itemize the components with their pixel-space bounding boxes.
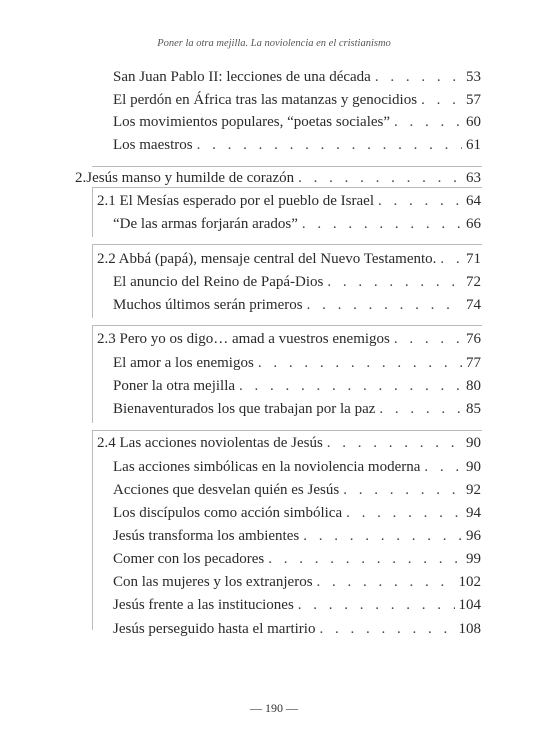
toc-entry [113, 296, 481, 314]
toc-section-entry [97, 250, 481, 268]
dot-leader [379, 400, 462, 418]
entry-title: 2.2 Abbá (papá), mensaje central del Nuevo Testamento. [97, 251, 437, 267]
entry-page: 74 [466, 297, 481, 313]
section-rule [92, 187, 93, 237]
entry-page: 85 [466, 401, 481, 417]
toc-entry [113, 620, 481, 638]
toc-entry [113, 550, 481, 568]
entry-title: Poner la otra mejilla [113, 378, 236, 394]
toc-entry [113, 573, 481, 591]
entry-page: 80 [466, 378, 481, 394]
toc-entry [113, 136, 481, 154]
entry-page: 94 [466, 505, 481, 521]
entry-page: 90 [466, 435, 481, 451]
dot-leader [424, 458, 462, 476]
section-rule [92, 244, 93, 318]
entry-page: 57 [466, 92, 481, 108]
entry-title: 2.3 Pero yo os digo… amad a vuestros enemigos [97, 331, 390, 347]
entry-page: 53 [466, 69, 481, 85]
section-divider [92, 244, 482, 245]
entry-page: 63 [466, 170, 481, 186]
toc-section-entry [97, 192, 481, 210]
entry-title: Comer con los pecadores [113, 551, 265, 567]
section-divider [92, 325, 482, 326]
entry-page: 96 [466, 528, 481, 544]
entry-title: Los discípulos como acción simbólica [113, 505, 343, 521]
toc-entry [113, 354, 481, 372]
dot-leader [327, 434, 462, 452]
toc-entry [113, 400, 481, 418]
entry-title: Bienaventurados los que trabajan por la paz [113, 401, 376, 417]
toc-entry [113, 377, 481, 395]
entry-title: Los movimientos populares, “poetas sociales” [113, 114, 391, 130]
dot-leader [319, 620, 454, 638]
section-rule [92, 325, 93, 423]
dot-leader [268, 550, 462, 568]
entry-title: Los maestros [113, 137, 193, 153]
dot-leader [375, 68, 462, 86]
dot-leader [298, 169, 462, 187]
dot-leader [346, 504, 462, 522]
entry-title: Acciones que desvelan quién es Jesús [113, 482, 340, 498]
dot-leader [440, 250, 462, 268]
section-divider [92, 430, 482, 431]
entry-title: 2.1 El Mesías esperado por el pueblo de Israel [97, 193, 374, 209]
dot-leader [327, 273, 462, 291]
section-rule [92, 430, 93, 630]
entry-page: 102 [458, 574, 481, 590]
section-divider [92, 187, 482, 188]
entry-title: Jesús manso y humilde de corazón [86, 170, 295, 186]
entry-page: 72 [466, 274, 481, 290]
entry-title: Con las mujeres y los extranjeros [113, 574, 313, 590]
dot-leader [378, 192, 462, 210]
dot-leader [343, 481, 462, 499]
toc-entry [113, 215, 481, 233]
toc-entry [113, 458, 481, 476]
entry-page: 99 [466, 551, 481, 567]
dot-leader [303, 527, 462, 545]
toc-section-entry [97, 434, 481, 452]
entry-title: Las acciones simbólicas en la noviolencia moderna [113, 459, 421, 475]
dot-leader [302, 215, 462, 233]
toc-section-entry [97, 330, 481, 348]
toc-entry [113, 91, 481, 109]
toc-entry [113, 68, 481, 86]
toc-entry [113, 527, 481, 545]
toc-entry [113, 113, 481, 131]
entry-page: 60 [466, 114, 481, 130]
toc-entry [113, 596, 481, 614]
page-number: — 190 — [250, 701, 298, 715]
entry-page: 64 [466, 193, 481, 209]
dot-leader [239, 377, 462, 395]
dot-leader [421, 91, 462, 109]
chapter-number: 2. [75, 170, 87, 186]
entry-title: San Juan Pablo II: lecciones de una década [113, 69, 371, 85]
entry-page: 66 [466, 216, 481, 232]
dot-leader [317, 573, 455, 591]
dot-leader [258, 354, 462, 372]
dot-leader [394, 330, 462, 348]
entry-title: 2.4 Las acciones noviolentas de Jesús [97, 435, 323, 451]
toc-entry [113, 481, 481, 499]
running-header: Poner la otra mejilla. La noviolencia en el cristianismo [157, 38, 391, 49]
entry-title: El amor a los enemigos [113, 355, 254, 371]
toc-chapter-entry [75, 169, 481, 187]
toc-entry [113, 504, 481, 522]
entry-page: 92 [466, 482, 481, 498]
entry-title: Jesús transforma los ambientes [113, 528, 300, 544]
entry-page: 61 [466, 137, 481, 153]
dot-leader [298, 596, 455, 614]
entry-page: 108 [458, 621, 481, 637]
dot-leader [197, 136, 462, 154]
entry-title: El anuncio del Reino de Papá-Dios [113, 274, 324, 290]
entry-page: 90 [466, 459, 481, 475]
section-divider [92, 166, 482, 167]
dot-leader [394, 113, 462, 131]
entry-title: “De las armas forjarán arados” [113, 216, 298, 232]
dot-leader [307, 296, 462, 314]
toc-entry [113, 273, 481, 291]
entry-title: Muchos últimos serán primeros [113, 297, 303, 313]
entry-page: 77 [466, 355, 481, 371]
entry-title: El perdón en África tras las matanzas y genocidios [113, 92, 418, 108]
entry-title: Jesús frente a las instituciones [113, 597, 294, 613]
entry-page: 71 [466, 251, 481, 267]
entry-page: 104 [458, 597, 481, 613]
entry-title: Jesús perseguido hasta el martirio [113, 621, 316, 637]
entry-page: 76 [466, 331, 481, 347]
